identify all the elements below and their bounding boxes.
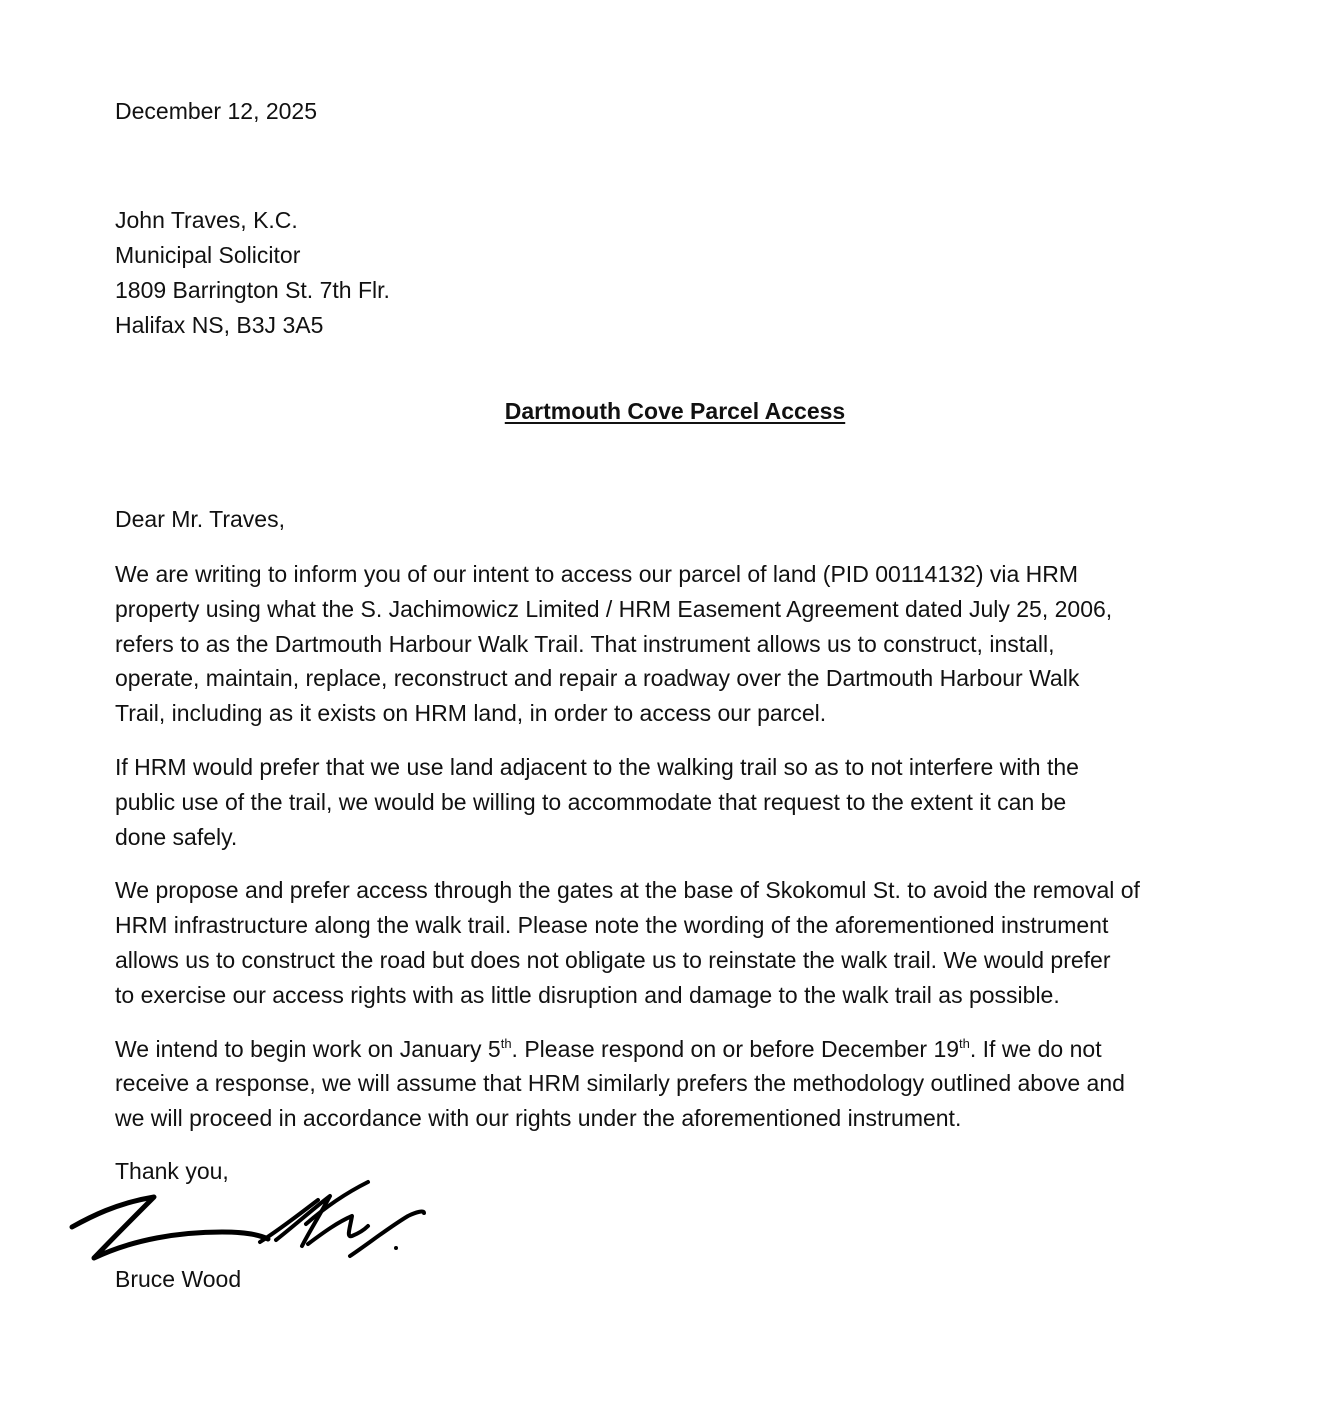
paragraph-line: HRM infrastructure along the walk trail. Please note the wording of the aforementioned instrument	[115, 912, 1109, 939]
paragraph-line: Trail, including as it exists on HRM land, in order to access our parcel.	[115, 700, 827, 727]
paragraph-line	[115, 1032, 1255, 1067]
paragraph-adjacent-land	[115, 750, 1255, 854]
paragraph-intent	[115, 557, 1255, 731]
paragraph-line: We are writing to inform you of our intent to access our parcel of land (PID 00114132) via HRM	[115, 561, 1079, 587]
subject-heading: Dartmouth Cove Parcel Access	[504, 398, 846, 424]
paragraph-line: If HRM would prefer that we use land adjacent to the walking trail so as to not interfere with the	[115, 753, 1079, 780]
paragraph-line: public use of the trail, we would be willing to accommodate that request to the extent it can be	[115, 788, 1067, 815]
closing: Thank you,	[115, 1158, 229, 1184]
schedule-text: . If we do not	[969, 1035, 1102, 1062]
schedule-text: . Please respond on or before December 19	[511, 1035, 960, 1062]
paragraph-line: receive a response, we will assume that HRM similarly prefers the methodology outlined above and	[115, 1070, 1125, 1097]
letter-date: December 12, 2025	[115, 98, 318, 124]
paragraph-line: to exercise our access rights with as little disruption and damage to the walk trail as possible.	[115, 981, 1060, 1008]
paragraph-line: allows us to construct the road but does not obligate us to reinstate the walk trail. We would prefer	[115, 946, 1111, 973]
paragraph-line: done safely.	[115, 823, 238, 850]
ordinal-suffix: th	[500, 1035, 512, 1051]
paragraph-line: operate, maintain, replace, reconstruct and repair a roadway over the Dartmouth Harbour Walk	[115, 665, 1080, 692]
signer-name: Bruce Wood	[115, 1266, 242, 1292]
recipient-street: 1809 Barrington St. 7th Flr.	[115, 277, 390, 303]
ordinal-suffix: th	[959, 1035, 970, 1051]
paragraph-line: we will proceed in accordance with our rights under the aforementioned instrument.	[115, 1105, 962, 1132]
salutation: Dear Mr. Traves,	[115, 506, 285, 532]
letter-body	[115, 503, 1255, 1136]
paragraph-proposal	[115, 873, 1255, 1012]
recipient-city: Halifax NS, B3J 3A5	[115, 312, 324, 338]
paragraph-line: We propose and prefer access through the gates at the base of Skokomul St. to avoid the removal of	[115, 877, 1140, 904]
paragraph-line: refers to as the Dartmouth Harbour Walk Trail. That instrument allows us to construct, install,	[115, 630, 1055, 657]
paragraph-schedule	[115, 1032, 1255, 1136]
recipient-title: Municipal Solicitor	[115, 242, 301, 268]
recipient-name: John Traves, K.C.	[115, 207, 298, 233]
paragraph-line: property using what the S. Jachimowicz Limited / HRM Easement Agreement dated July 25, 2006,	[115, 595, 1113, 622]
schedule-text: We intend to begin work on January 5	[115, 1035, 501, 1062]
signature-image	[62, 1176, 434, 1268]
recipient-address	[115, 203, 390, 343]
